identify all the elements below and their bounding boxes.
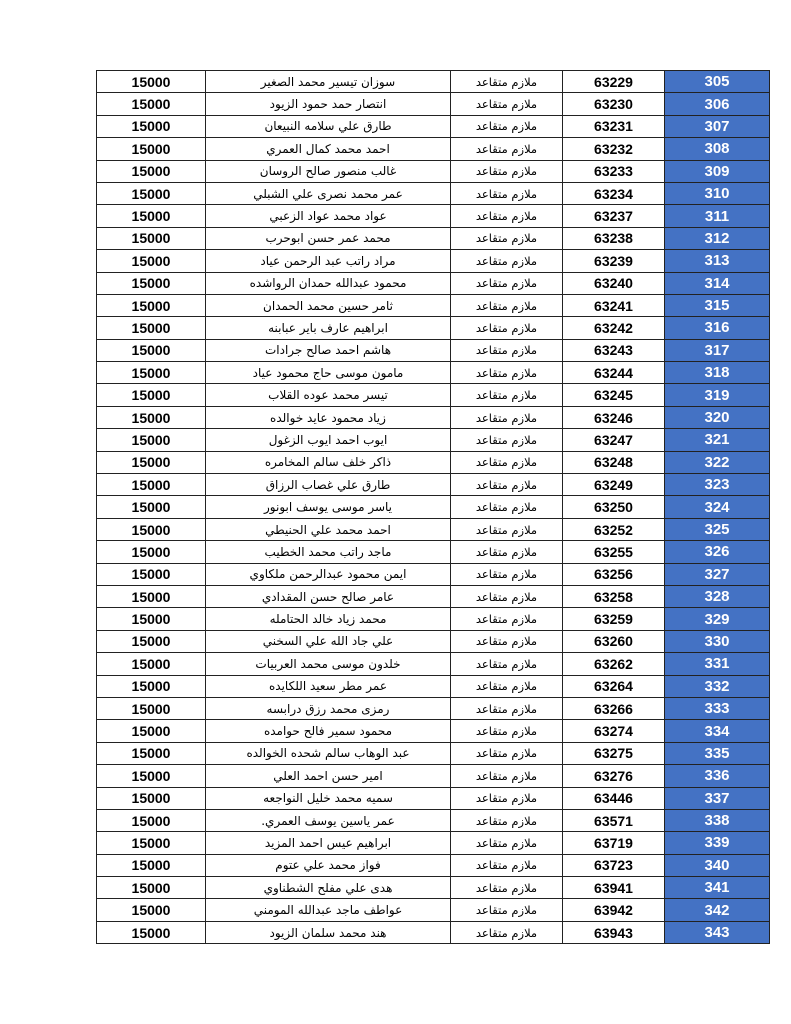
id-number-cell: 63276	[563, 765, 665, 787]
table-row	[97, 294, 770, 316]
rank-cell: ملازم متقاعد	[451, 272, 563, 294]
table-row	[97, 384, 770, 406]
sequence-number-cell: 316	[665, 317, 770, 339]
name-cell: هدى علي مفلح الشطناوي	[206, 877, 451, 899]
table-row	[97, 653, 770, 675]
id-number-cell: 63446	[563, 787, 665, 809]
name-cell: احمد محمد كمال العمري	[206, 138, 451, 160]
amount-cell: 15000	[97, 541, 206, 563]
id-number-cell: 63233	[563, 160, 665, 182]
rank-cell: ملازم متقاعد	[451, 227, 563, 249]
table-row	[97, 93, 770, 115]
retirees-table	[96, 70, 770, 944]
amount-cell: 15000	[97, 406, 206, 428]
amount-cell: 15000	[97, 115, 206, 137]
amount-cell: 15000	[97, 765, 206, 787]
sequence-number-cell: 330	[665, 630, 770, 652]
table-row	[97, 182, 770, 204]
amount-cell: 15000	[97, 317, 206, 339]
table-row	[97, 921, 770, 943]
rank-cell: ملازم متقاعد	[451, 653, 563, 675]
table-row	[97, 697, 770, 719]
sequence-number-cell: 313	[665, 250, 770, 272]
id-number-cell: 63232	[563, 138, 665, 160]
table-row	[97, 115, 770, 137]
amount-cell: 15000	[97, 160, 206, 182]
name-cell: تيسر محمد عوده القلاب	[206, 384, 451, 406]
id-number-cell: 63245	[563, 384, 665, 406]
sequence-number-cell: 335	[665, 742, 770, 764]
id-number-cell: 63229	[563, 71, 665, 93]
table-row	[97, 720, 770, 742]
amount-cell: 15000	[97, 384, 206, 406]
rank-cell: ملازم متقاعد	[451, 115, 563, 137]
sequence-number-cell: 339	[665, 832, 770, 854]
id-number-cell: 63274	[563, 720, 665, 742]
id-number-cell: 63249	[563, 474, 665, 496]
amount-cell: 15000	[97, 71, 206, 93]
sequence-number-cell: 318	[665, 362, 770, 384]
sequence-number-cell: 343	[665, 921, 770, 943]
amount-cell: 15000	[97, 272, 206, 294]
rank-cell: ملازم متقاعد	[451, 339, 563, 361]
name-cell: محمد عمر حسن ابوحرب	[206, 227, 451, 249]
table-row	[97, 742, 770, 764]
rank-cell: ملازم متقاعد	[451, 720, 563, 742]
table-row	[97, 272, 770, 294]
id-number-cell: 63242	[563, 317, 665, 339]
amount-cell: 15000	[97, 182, 206, 204]
sequence-number-cell: 333	[665, 697, 770, 719]
id-number-cell: 63231	[563, 115, 665, 137]
sequence-number-cell: 324	[665, 496, 770, 518]
id-number-cell: 63237	[563, 205, 665, 227]
id-number-cell: 63275	[563, 742, 665, 764]
amount-cell: 15000	[97, 653, 206, 675]
sequence-number-cell: 305	[665, 71, 770, 93]
name-cell: هند محمد سلمان الزيود	[206, 921, 451, 943]
name-cell: عامر صالح حسن المقدادي	[206, 585, 451, 607]
sequence-number-cell: 336	[665, 765, 770, 787]
rank-cell: ملازم متقاعد	[451, 921, 563, 943]
sequence-number-cell: 326	[665, 541, 770, 563]
name-cell: امير حسن احمد العلي	[206, 765, 451, 787]
table-row	[97, 362, 770, 384]
sequence-number-cell: 337	[665, 787, 770, 809]
sequence-number-cell: 342	[665, 899, 770, 921]
amount-cell: 15000	[97, 877, 206, 899]
table-row	[97, 250, 770, 272]
rank-cell: ملازم متقاعد	[451, 585, 563, 607]
table-row	[97, 406, 770, 428]
name-cell: ابراهيم عارف باير عبابنه	[206, 317, 451, 339]
rank-cell: ملازم متقاعد	[451, 474, 563, 496]
id-number-cell: 63241	[563, 294, 665, 316]
table-row	[97, 854, 770, 876]
id-number-cell: 63234	[563, 182, 665, 204]
table-row	[97, 608, 770, 630]
amount-cell: 15000	[97, 563, 206, 585]
table-row	[97, 832, 770, 854]
name-cell: سميه محمد خليل النواجعه	[206, 787, 451, 809]
table-row	[97, 160, 770, 182]
rank-cell: ملازم متقاعد	[451, 787, 563, 809]
sequence-number-cell: 328	[665, 585, 770, 607]
name-cell: طارق علي غصاب الرزاق	[206, 474, 451, 496]
sequence-number-cell: 306	[665, 93, 770, 115]
name-cell: عمر محمد نصرى علي الشبلي	[206, 182, 451, 204]
name-cell: محمود سمير فالح حوامده	[206, 720, 451, 742]
rank-cell: ملازم متقاعد	[451, 854, 563, 876]
id-number-cell: 63262	[563, 653, 665, 675]
amount-cell: 15000	[97, 93, 206, 115]
table-row	[97, 787, 770, 809]
table-row	[97, 563, 770, 585]
amount-cell: 15000	[97, 697, 206, 719]
id-number-cell: 63256	[563, 563, 665, 585]
id-number-cell: 63250	[563, 496, 665, 518]
sequence-number-cell: 320	[665, 406, 770, 428]
table-row	[97, 205, 770, 227]
rank-cell: ملازم متقاعد	[451, 160, 563, 182]
amount-cell: 15000	[97, 675, 206, 697]
id-number-cell: 63719	[563, 832, 665, 854]
name-cell: ثامر حسين محمد الحمدان	[206, 294, 451, 316]
name-cell: علي جاد الله علي السخني	[206, 630, 451, 652]
sequence-number-cell: 332	[665, 675, 770, 697]
id-number-cell: 63246	[563, 406, 665, 428]
table-row	[97, 541, 770, 563]
rank-cell: ملازم متقاعد	[451, 899, 563, 921]
table-row	[97, 429, 770, 451]
amount-cell: 15000	[97, 854, 206, 876]
sequence-number-cell: 307	[665, 115, 770, 137]
name-cell: ابراهيم عيس احمد المزيد	[206, 832, 451, 854]
amount-cell: 15000	[97, 832, 206, 854]
id-number-cell: 63942	[563, 899, 665, 921]
amount-cell: 15000	[97, 339, 206, 361]
rank-cell: ملازم متقاعد	[451, 294, 563, 316]
rank-cell: ملازم متقاعد	[451, 541, 563, 563]
name-cell: هاشم احمد صالح جرادات	[206, 339, 451, 361]
rank-cell: ملازم متقاعد	[451, 71, 563, 93]
amount-cell: 15000	[97, 294, 206, 316]
rank-cell: ملازم متقاعد	[451, 182, 563, 204]
id-number-cell: 63238	[563, 227, 665, 249]
sequence-number-cell: 310	[665, 182, 770, 204]
name-cell: ياسر موسى يوسف ابونور	[206, 496, 451, 518]
sequence-number-cell: 325	[665, 518, 770, 540]
amount-cell: 15000	[97, 585, 206, 607]
amount-cell: 15000	[97, 809, 206, 831]
id-number-cell: 63943	[563, 921, 665, 943]
sequence-number-cell: 323	[665, 474, 770, 496]
id-number-cell: 63266	[563, 697, 665, 719]
rank-cell: ملازم متقاعد	[451, 608, 563, 630]
table-row	[97, 518, 770, 540]
name-cell: عبد الوهاب سالم شحده الخوالده	[206, 742, 451, 764]
table-row	[97, 765, 770, 787]
sequence-number-cell: 311	[665, 205, 770, 227]
rank-cell: ملازم متقاعد	[451, 451, 563, 473]
sequence-number-cell: 340	[665, 854, 770, 876]
sequence-number-cell: 314	[665, 272, 770, 294]
rank-cell: ملازم متقاعد	[451, 877, 563, 899]
amount-cell: 15000	[97, 518, 206, 540]
amount-cell: 15000	[97, 250, 206, 272]
rank-cell: ملازم متقاعد	[451, 742, 563, 764]
rank-cell: ملازم متقاعد	[451, 205, 563, 227]
amount-cell: 15000	[97, 899, 206, 921]
table-row	[97, 71, 770, 93]
rank-cell: ملازم متقاعد	[451, 93, 563, 115]
rank-cell: ملازم متقاعد	[451, 496, 563, 518]
sequence-number-cell: 329	[665, 608, 770, 630]
name-cell: مامون موسى حاج محمود عياد	[206, 362, 451, 384]
sequence-number-cell: 334	[665, 720, 770, 742]
id-number-cell: 63941	[563, 877, 665, 899]
table-row	[97, 317, 770, 339]
amount-cell: 15000	[97, 787, 206, 809]
rank-cell: ملازم متقاعد	[451, 317, 563, 339]
amount-cell: 15000	[97, 227, 206, 249]
name-cell: محمود عبدالله حمدان الرواشده	[206, 272, 451, 294]
amount-cell: 15000	[97, 362, 206, 384]
amount-cell: 15000	[97, 608, 206, 630]
table-row	[97, 809, 770, 831]
rank-cell: ملازم متقاعد	[451, 630, 563, 652]
table-row	[97, 675, 770, 697]
table-row	[97, 227, 770, 249]
sequence-number-cell: 315	[665, 294, 770, 316]
id-number-cell: 63230	[563, 93, 665, 115]
id-number-cell: 63264	[563, 675, 665, 697]
table-row	[97, 339, 770, 361]
id-number-cell: 63243	[563, 339, 665, 361]
sequence-number-cell: 331	[665, 653, 770, 675]
amount-cell: 15000	[97, 138, 206, 160]
table-row	[97, 451, 770, 473]
name-cell: فواز محمد علي عتوم	[206, 854, 451, 876]
id-number-cell: 63247	[563, 429, 665, 451]
sequence-number-cell: 322	[665, 451, 770, 473]
name-cell: عواد محمد عواد الزعبي	[206, 205, 451, 227]
name-cell: عواطف ماجد عبدالله المومني	[206, 899, 451, 921]
id-number-cell: 63248	[563, 451, 665, 473]
id-number-cell: 63252	[563, 518, 665, 540]
rank-cell: ملازم متقاعد	[451, 697, 563, 719]
id-number-cell: 63239	[563, 250, 665, 272]
name-cell: ذاكر خلف سالم المخامره	[206, 451, 451, 473]
rank-cell: ملازم متقاعد	[451, 406, 563, 428]
name-cell: ماجد راتب محمد الخطيب	[206, 541, 451, 563]
amount-cell: 15000	[97, 742, 206, 764]
name-cell: سوزان تيسير محمد الصغير	[206, 71, 451, 93]
table-row	[97, 496, 770, 518]
id-number-cell: 63240	[563, 272, 665, 294]
sequence-number-cell: 321	[665, 429, 770, 451]
amount-cell: 15000	[97, 630, 206, 652]
sequence-number-cell: 308	[665, 138, 770, 160]
sequence-number-cell: 309	[665, 160, 770, 182]
id-number-cell: 63258	[563, 585, 665, 607]
name-cell: عمر ياسين يوسف العمري.	[206, 809, 451, 831]
amount-cell: 15000	[97, 474, 206, 496]
name-cell: محمد زياد خالد الحتامله	[206, 608, 451, 630]
table-row	[97, 630, 770, 652]
id-number-cell: 63723	[563, 854, 665, 876]
table-row	[97, 138, 770, 160]
table-row	[97, 899, 770, 921]
name-cell: ايوب احمد ايوب الزغول	[206, 429, 451, 451]
name-cell: مراد راتب عبد الرحمن عياد	[206, 250, 451, 272]
name-cell: ايمن محمود عبدالرحمن ملكاوي	[206, 563, 451, 585]
sequence-number-cell: 327	[665, 563, 770, 585]
name-cell: احمد محمد علي الحنيطي	[206, 518, 451, 540]
id-number-cell: 63259	[563, 608, 665, 630]
rank-cell: ملازم متقاعد	[451, 765, 563, 787]
sequence-number-cell: 317	[665, 339, 770, 361]
rank-cell: ملازم متقاعد	[451, 138, 563, 160]
name-cell: زياد محمود عايد خوالده	[206, 406, 451, 428]
name-cell: طارق علي سلامه النبيعان	[206, 115, 451, 137]
amount-cell: 15000	[97, 429, 206, 451]
amount-cell: 15000	[97, 921, 206, 943]
sequence-number-cell: 312	[665, 227, 770, 249]
amount-cell: 15000	[97, 205, 206, 227]
name-cell: عمر مطر سعيد اللكايده	[206, 675, 451, 697]
table-row	[97, 877, 770, 899]
amount-cell: 15000	[97, 451, 206, 473]
rank-cell: ملازم متقاعد	[451, 809, 563, 831]
name-cell: انتصار حمد حمود الزيود	[206, 93, 451, 115]
rank-cell: ملازم متقاعد	[451, 384, 563, 406]
sequence-number-cell: 341	[665, 877, 770, 899]
table-row	[97, 585, 770, 607]
id-number-cell: 63571	[563, 809, 665, 831]
sequence-number-cell: 319	[665, 384, 770, 406]
table-row	[97, 474, 770, 496]
amount-cell: 15000	[97, 496, 206, 518]
rank-cell: ملازم متقاعد	[451, 675, 563, 697]
retirees-table-body	[97, 71, 770, 944]
id-number-cell: 63255	[563, 541, 665, 563]
name-cell: خلدون موسى محمد العربيات	[206, 653, 451, 675]
amount-cell: 15000	[97, 720, 206, 742]
name-cell: رمزى محمد رزق درابسه	[206, 697, 451, 719]
rank-cell: ملازم متقاعد	[451, 832, 563, 854]
sequence-number-cell: 338	[665, 809, 770, 831]
name-cell: غالب منصور صالح الروسان	[206, 160, 451, 182]
rank-cell: ملازم متقاعد	[451, 250, 563, 272]
rank-cell: ملازم متقاعد	[451, 429, 563, 451]
id-number-cell: 63244	[563, 362, 665, 384]
rank-cell: ملازم متقاعد	[451, 362, 563, 384]
rank-cell: ملازم متقاعد	[451, 518, 563, 540]
id-number-cell: 63260	[563, 630, 665, 652]
rank-cell: ملازم متقاعد	[451, 563, 563, 585]
